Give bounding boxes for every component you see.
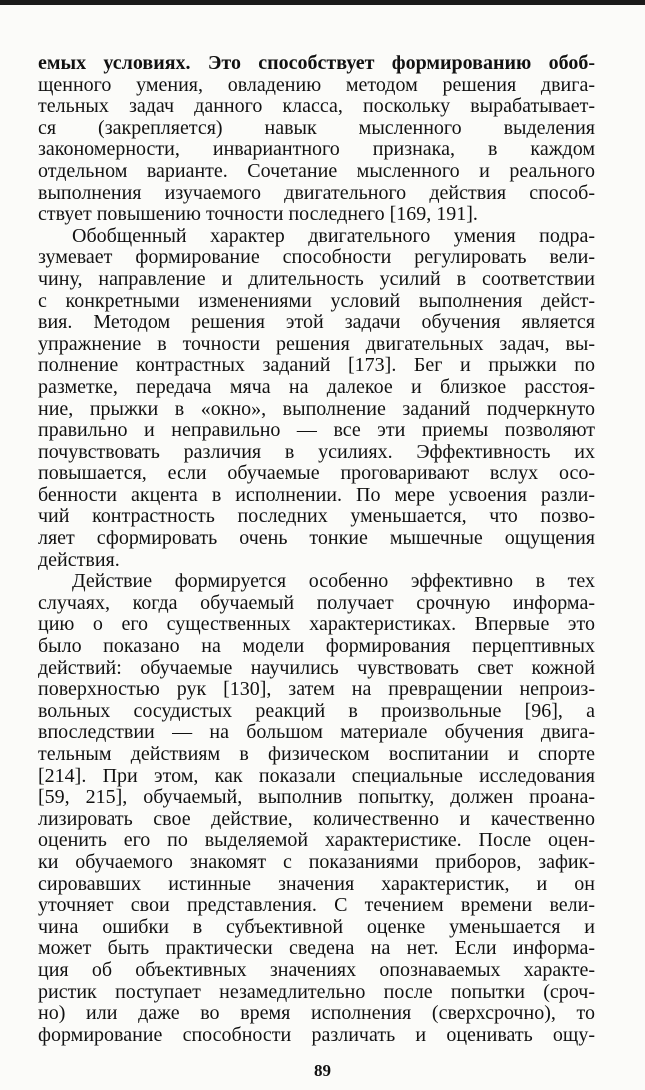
- text-line: [214]. При этом, как показали специальные исследования: [38, 764, 595, 787]
- text-line: действия.: [38, 548, 120, 571]
- text-line: цию о его существенных характеристиках. Впервые это: [38, 613, 595, 636]
- text-line: повышается, если обучаемые проговаривают вслух осо-: [38, 462, 595, 485]
- text-line: впоследствии — на большом материале обучения двига-: [38, 721, 595, 744]
- text-line: бенности акцента в исполнении. По мере усвоения разли-: [38, 483, 595, 506]
- text-line: почувствовать различия в усилиях. Эффективность их: [38, 440, 595, 463]
- text-line: чину, направление и длительность усилий в соответствии: [38, 267, 595, 290]
- text-line: чий контрастность последних уменьшается, что позво-: [38, 505, 595, 528]
- text-line: ствует повышению точности последнего [169, 191].: [38, 203, 478, 226]
- text-line: Действие формируется особенно эффективно в тех: [72, 570, 595, 593]
- book-page-body: [38, 53, 595, 1046]
- paragraph-1: [38, 53, 595, 226]
- text-line: но) или даже во время исполнения (сверхсрочно), то: [38, 1002, 595, 1025]
- text-line: формирование способности различать и оценивать ощу-: [38, 1023, 595, 1046]
- top-border-rule: [0, 0, 645, 5]
- text-line: отдельном варианте. Сочетание мысленного и реального: [38, 159, 595, 182]
- text-line: поверхностью рук [130], затем на превращении непроиз-: [38, 678, 595, 701]
- paragraph-2: [38, 226, 595, 572]
- text-line: ние, прыжки в «окно», выполнение заданий подчеркнуто: [38, 397, 595, 420]
- text-line: чина ошибки в субъективной оценке уменьшается и: [38, 915, 595, 938]
- text-line: емых условиях. Это способствует формированию обоб-: [38, 52, 595, 74]
- text-line: правильно и неправильно — все эти приемы позволяют: [38, 419, 595, 442]
- text-line: щенного умения, овладению методом решения двига-: [38, 73, 595, 96]
- text-line: тельных задач данного класса, поскольку вырабатывает-: [38, 95, 595, 118]
- page-number: 89: [314, 1061, 331, 1080]
- text-line: ристик поступает незамедлительно после попытки (сроч-: [38, 980, 595, 1003]
- text-line: ся (закрепляется) навык мысленного выделения: [38, 116, 595, 139]
- text-line: разметке, передача мяча на далекое и близкое расстоя-: [38, 375, 595, 398]
- paragraph-3: [38, 571, 595, 1046]
- text-line: действий: обучаемые научились чувствовать свет кожной: [38, 656, 595, 679]
- text-line: с конкретными изменениями условий выполнения дейст-: [38, 289, 595, 312]
- text-line: вольных сосудистых реакций в произвольные [96], а: [38, 699, 595, 722]
- text-line: вия. Методом решения этой задачи обучения является: [38, 311, 595, 334]
- text-line: ки обучаемого знакомят с показаниями приборов, зафик-: [38, 850, 595, 873]
- text-line: случаях, когда обучаемый получает срочную информа-: [38, 591, 595, 614]
- text-line: ляет сформировать очень тонкие мышечные ощущения: [38, 527, 595, 550]
- text-line: закономерности, инвариантного признака, в каждом: [38, 138, 595, 161]
- text-line: [59, 215], обучаемый, выполнив попытку, должен проана-: [38, 786, 595, 809]
- text-line: упражнение в точности решения двигательных задач, вы-: [38, 332, 595, 355]
- text-line: Обобщенный характер двигательного умения подра-: [72, 224, 595, 247]
- text-line: сировавших истинные значения характеристик, и он: [38, 872, 595, 895]
- text-line: может быть практически сведена на нет. Если информа-: [38, 937, 595, 960]
- text-line: выполнения изучаемого двигательного действия способ-: [38, 181, 595, 204]
- text-line: зумевает формирование способности регулировать вели-: [38, 246, 595, 269]
- text-line: оценить его по выделяемой характеристике. После оцен-: [38, 829, 595, 852]
- text-line: было показано на модели формирования перцептивных: [38, 635, 595, 658]
- text-line: ция об объективных значениях опознаваемых характе-: [38, 958, 595, 981]
- text-line: тельным действиям в физическом воспитании и спорте: [38, 743, 595, 765]
- text-line: лизировать свое действие, количественно и качественно: [38, 807, 595, 830]
- text-line: уточняет свои представления. С течением времени вели-: [38, 894, 595, 917]
- text-line: полнение контрастных заданий [173]. Бег и прыжки по: [38, 354, 595, 377]
